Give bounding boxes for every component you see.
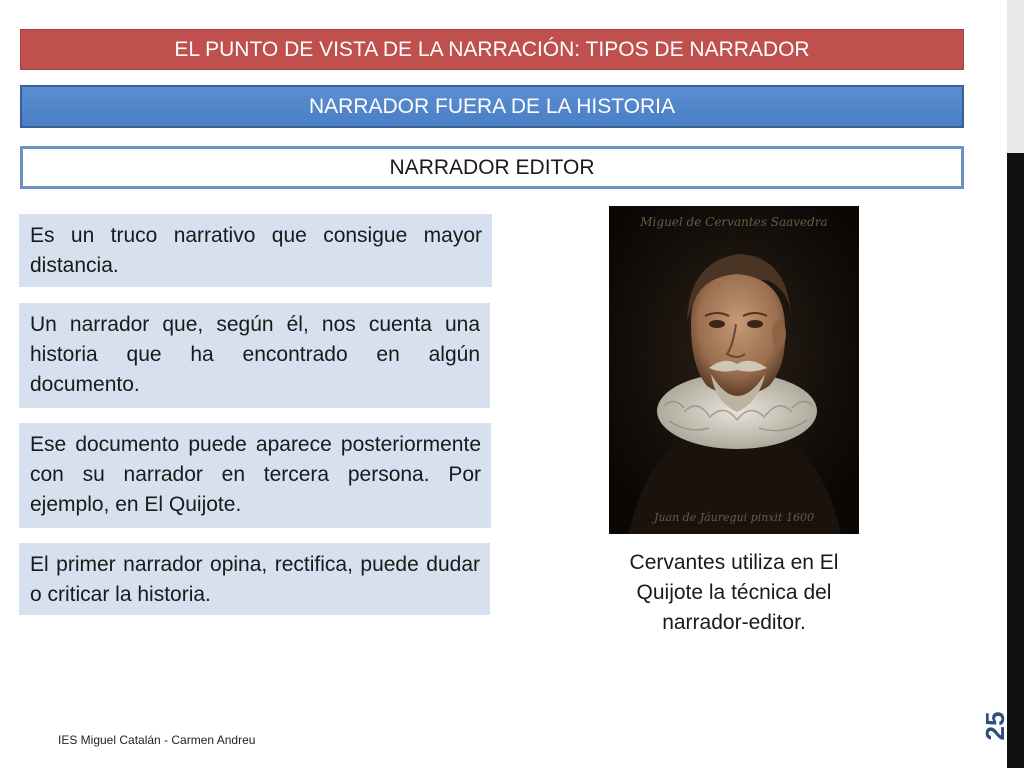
text-box-1: Es un truco narrativo que consigue mayor distancia. [19,214,492,287]
text-box-4: El primer narrador opina, rectifica, puede dudar o criticar la historia. [19,543,490,615]
portrait-inscription-top: Miguel de Cervantes Saavedra [640,215,828,229]
slide-subtitle: NARRADOR FUERA DE LA HISTORIA [20,85,964,128]
slide-title: EL PUNTO DE VISTA DE LA NARRACIÓN: TIPOS DE NARRADOR [20,29,964,70]
portrait-caption: Cervantes utiliza en El Quijote la técnica del narrador-editor. [629,551,839,634]
cervantes-portrait [609,206,859,534]
text-box-2: Un narrador que, según él, nos cuenta una historia que ha encontrado en algún documento. [19,303,490,408]
page-number: 25 [979,711,1010,741]
decorative-side-bar-dark [1007,153,1024,768]
text-box-3: Ese documento puede aparece posteriormente con su narrador en tercera persona. Por ejemplo, en El Quijote. [19,423,491,528]
section-heading: NARRADOR EDITOR [20,146,964,189]
footer-credit: IES Miguel Catalán - Carmen Andreu [58,733,256,747]
portrait-inscription-bottom: Juan de Jáuregui pinxit 1600 [654,511,814,524]
